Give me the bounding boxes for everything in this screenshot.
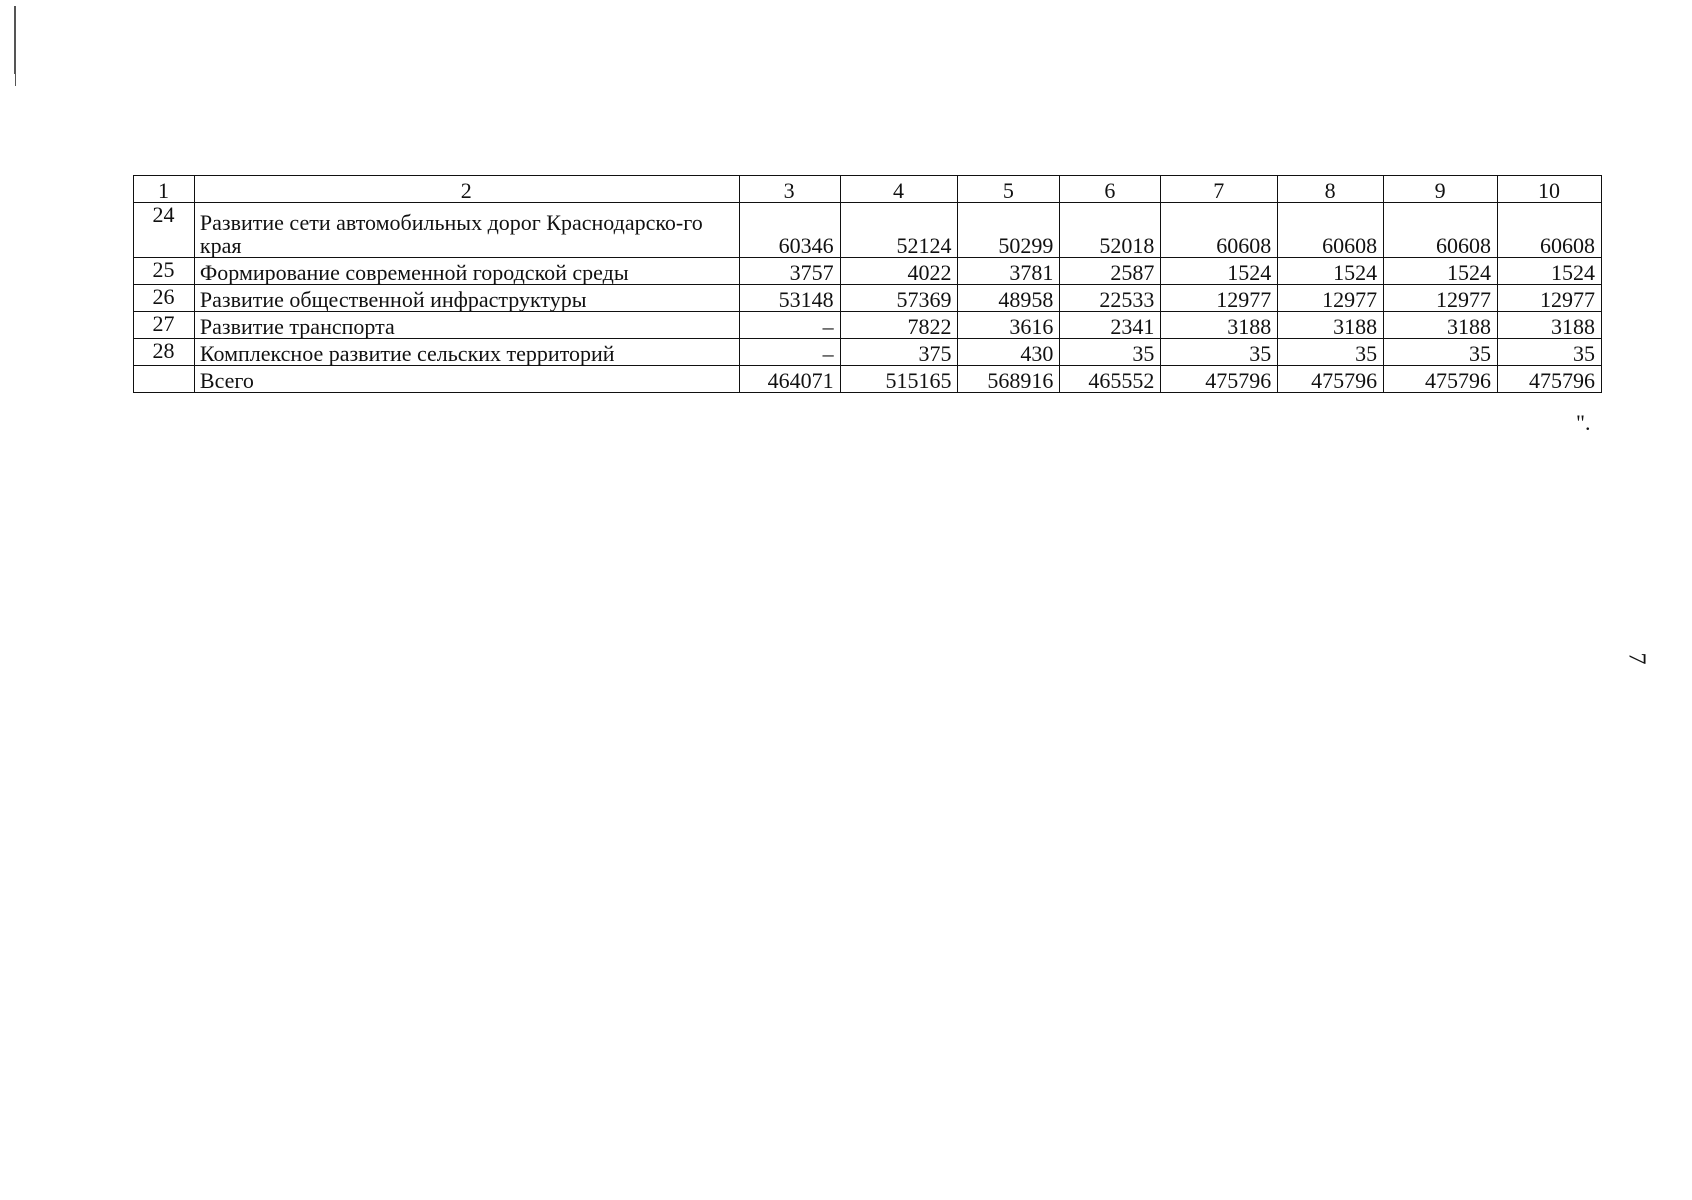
header-cell: 2 — [194, 176, 739, 203]
value-cell: 2341 — [1060, 312, 1161, 339]
program-name: Развитие транспорта — [194, 312, 739, 339]
closing-quote-mark: ". — [1576, 410, 1591, 435]
value-cell: 1524 — [1384, 258, 1498, 285]
value-cell: 60608 — [1278, 203, 1384, 258]
program-name: Комплексное развитие сельских территорий — [194, 339, 739, 366]
value-cell: 35 — [1384, 339, 1498, 366]
program-name: Развитие общественной инфраструктуры — [194, 285, 739, 312]
header-cell: 7 — [1161, 176, 1278, 203]
header-cell: 5 — [958, 176, 1060, 203]
value-cell: 1524 — [1278, 258, 1384, 285]
table-header-row — [134, 176, 1602, 203]
value-cell: 3616 — [958, 312, 1060, 339]
value-cell: 12977 — [1278, 285, 1384, 312]
header-cell: 4 — [840, 176, 958, 203]
budget-table — [133, 175, 1602, 393]
value-cell: 57369 — [840, 285, 958, 312]
value-cell: 35 — [1498, 339, 1602, 366]
value-cell: 52018 — [1060, 203, 1161, 258]
total-value-cell: 568916 — [958, 366, 1060, 393]
header-cell: 3 — [739, 176, 840, 203]
total-value-cell: 475796 — [1278, 366, 1384, 393]
value-cell: – — [739, 339, 840, 366]
header-cell: 6 — [1060, 176, 1161, 203]
value-cell: 3188 — [1161, 312, 1278, 339]
total-value-cell: 465552 — [1060, 366, 1161, 393]
margin-scan-mark — [14, 6, 16, 74]
value-cell: 35 — [1060, 339, 1161, 366]
total-value-cell: 475796 — [1498, 366, 1602, 393]
value-cell: 12977 — [1498, 285, 1602, 312]
header-cell: 8 — [1278, 176, 1384, 203]
table-row — [134, 258, 1602, 285]
value-cell: 53148 — [739, 285, 840, 312]
value-cell: 7822 — [840, 312, 958, 339]
table-row — [134, 339, 1602, 366]
row-number: 25 — [134, 258, 195, 285]
value-cell: 1524 — [1498, 258, 1602, 285]
total-row — [134, 366, 1602, 393]
row-number: 28 — [134, 339, 195, 366]
value-cell: 12977 — [1161, 285, 1278, 312]
page-number: 7 — [1623, 652, 1650, 665]
value-cell: 52124 — [840, 203, 958, 258]
value-cell: 3188 — [1278, 312, 1384, 339]
value-cell: – — [739, 312, 840, 339]
value-cell: 1524 — [1161, 258, 1278, 285]
header-cell: 1 — [134, 176, 195, 203]
value-cell: 35 — [1161, 339, 1278, 366]
value-cell: 2587 — [1060, 258, 1161, 285]
value-cell: 60608 — [1384, 203, 1498, 258]
total-value-cell: 475796 — [1384, 366, 1498, 393]
row-number: 24 — [134, 203, 195, 258]
value-cell: 50299 — [958, 203, 1060, 258]
value-cell: 48958 — [958, 285, 1060, 312]
value-cell: 22533 — [1060, 285, 1161, 312]
value-cell: 3188 — [1384, 312, 1498, 339]
value-cell: 60608 — [1161, 203, 1278, 258]
value-cell: 60608 — [1498, 203, 1602, 258]
table-row — [134, 285, 1602, 312]
program-name: Формирование современной городской среды — [194, 258, 739, 285]
table-row — [134, 203, 1602, 258]
header-cell: 9 — [1384, 176, 1498, 203]
value-cell: 3188 — [1498, 312, 1602, 339]
program-name: Развитие сети автомобильных дорог Краснодарско-го края — [194, 203, 739, 258]
value-cell: 375 — [840, 339, 958, 366]
value-cell: 12977 — [1384, 285, 1498, 312]
value-cell: 3781 — [958, 258, 1060, 285]
row-number: 26 — [134, 285, 195, 312]
total-value-cell: 464071 — [739, 366, 840, 393]
header-cell: 10 — [1498, 176, 1602, 203]
value-cell: 430 — [958, 339, 1060, 366]
row-number — [134, 366, 195, 393]
value-cell: 60346 — [739, 203, 840, 258]
margin-scan-mark-small — [15, 74, 16, 86]
value-cell: 3757 — [739, 258, 840, 285]
value-cell: 4022 — [840, 258, 958, 285]
table-row — [134, 312, 1602, 339]
row-number: 27 — [134, 312, 195, 339]
total-label: Всего — [194, 366, 739, 393]
total-value-cell: 515165 — [840, 366, 958, 393]
value-cell: 35 — [1278, 339, 1384, 366]
total-value-cell: 475796 — [1161, 366, 1278, 393]
